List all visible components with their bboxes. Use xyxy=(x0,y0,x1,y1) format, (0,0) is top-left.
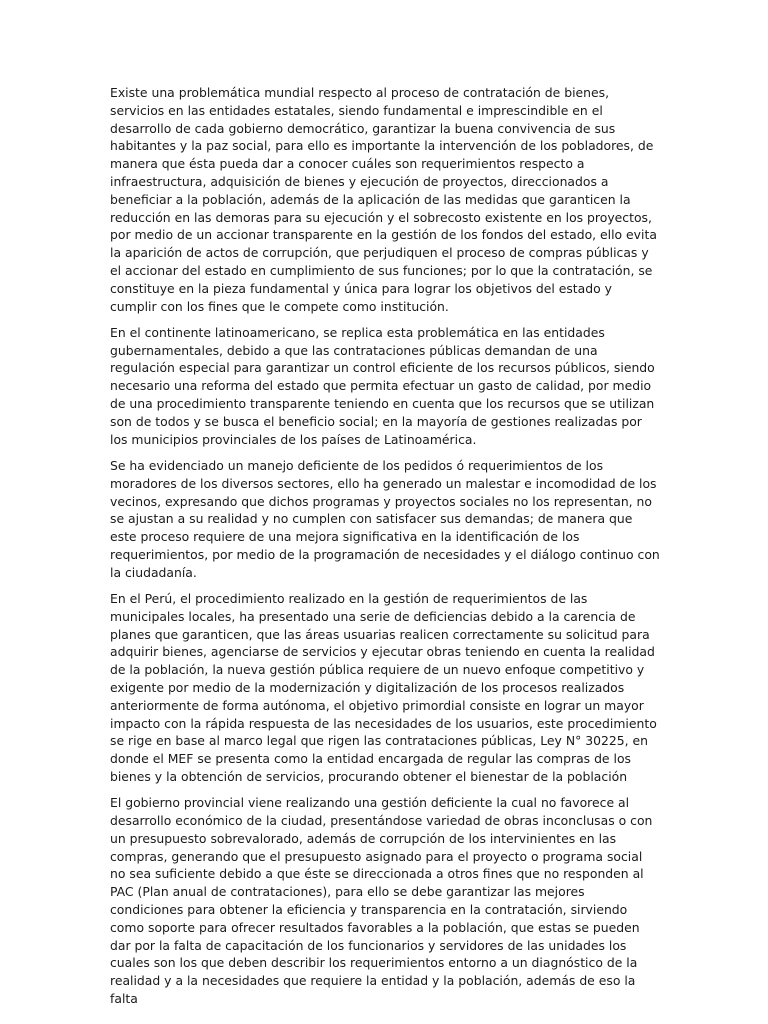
paragraph-1: Existe una problemática mundial respecto al proceso de contratación de bienes, servicios en las entidades estatales, siendo fundamental e imprescindible en el desarrollo de cada gobierno democrático, garantizar la buena convivencia de sus habitantes y la paz social, para ello es importante la intervención de los pobladores, de manera que ésta pueda dar a conocer cuáles son requerimientos respecto a infraestructura, adquisición de bienes y ejecución de proyectos, direccionados a beneficiar a la población, además de la aplicación de las medidas que garanticen la reducción en las demoras para su ejecución y el sobrecosto existente en los proyectos, por medio de un accionar transparente en la gestión de los fondos del estado, ello evita la aparición de actos de corrupción, que perjudiquen el proceso de compras públicas y el accionar del estado en cumplimiento de sus funciones; por lo que la contratación, se constituye en la pieza fundamental y única para lograr los objetivos del estado y cumplir con los fines que le compete como institución. xyxy=(110,85,657,314)
paragraph-2: En el continente latinoamericano, se replica esta problemática en las entidades gubernamentales, debido a que las contrataciones públicas demandan de una regulación especial para garantizar un control eficiente de los recursos públicos, siendo necesario una reforma del estado que permita efectuar un gasto de calidad, por medio de una procedimiento transparente teniendo en cuenta que los recursos que se utilizan son de todos y se busca el beneficio social; en la mayoría de gestiones realizadas por los municipios provinciales de los países de Latinoamérica. xyxy=(110,324,655,447)
document-body xyxy=(110,84,660,1016)
paragraph-4: En el Perú, el procedimiento realizado en la gestión de requerimientos de las municipales locales, ha presentado una serie de deficiencias debido a la carencia de planes que garanticen, que las áreas usuarias realicen correctamente su solicitud para adquirir bienes, agenciarse de servicios y ejecutar obras teniendo en cuenta la realidad de la población, la nueva gestión pública requiere de un nuevo enfoque competitivo y exigente por medio de la modernización y digitalización de los procesos realizados anteriormente de forma autónoma, el objetivo primordial consiste en lograr un mayor impacto con la rápida respuesta de las necesidades de los usuarios, este procedimiento se rige en base al marco legal que rigen las contrataciones públicas, Ley N° 30225, en donde el MEF se presenta como la entidad encargada de regular las compras de los bienes y la obtención de servicios, procurando obtener el bienestar de la población xyxy=(110,591,657,784)
paragraph-3: Se ha evidenciado un manejo deficiente de los pedidos ó requerimientos de los moradores de los diversos sectores, ello ha generado un malestar e incomodidad de los vecinos, expresando que dichos programas y proyectos sociales no los representan, no se ajustan a su realidad y no cumplen con satisfacer sus demandas; de manera que este proceso requiere de una mejora significativa en la identificación de los requerimientos, por medio de la programación de necesidades y el diálogo continuo con la ciudadanía. xyxy=(110,457,660,580)
paragraph-5: El gobierno provincial viene realizando una gestión deficiente la cual no favorece al desarrollo económico de la ciudad, presentándose variedad de obras inconclusas o con un presupuesto sobrevalorado, además de corrupción de los intervinientes en las compras, generando que el presupuesto asignado para el proyecto o programa social no sea suficiente debido a que éste se direccionada a otros fines que no responden al PAC (Plan anual de contrataciones), para ello se debe garantizar las mejores condiciones para obtener la eficiencia y transparencia en la contratación, sirviendo como soporte para ofrecer resultados favorables a la población, que estas se pueden dar por la falta de capacitación de los funcionarios y servidores de las unidades los cuales son los que deben describir los requerimientos entorno a un diagnóstico de la realidad y a la necesidades que requiere la entidad y la población, además de eso la falta xyxy=(110,795,653,1007)
